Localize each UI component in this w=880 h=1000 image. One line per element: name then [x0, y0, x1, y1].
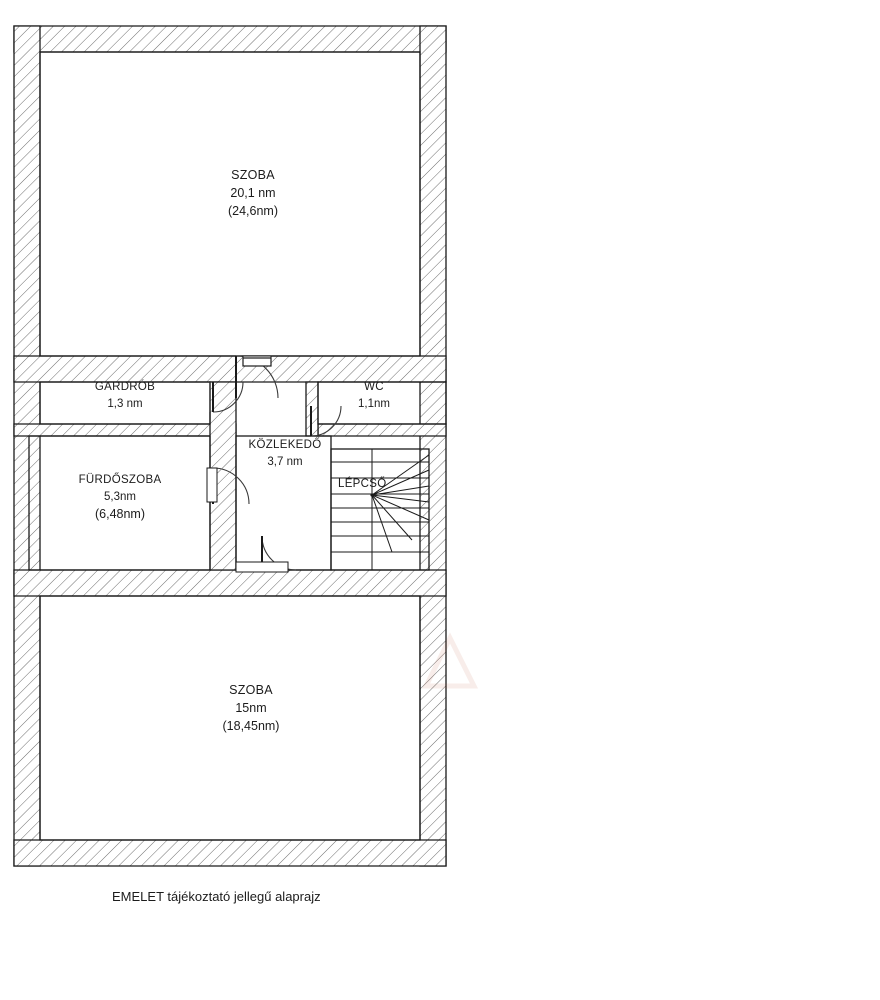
room-area-secondary: (18,45nm)	[222, 719, 280, 734]
room-area-secondary: (6,48nm)	[94, 507, 146, 522]
room-area: 1,1nm	[358, 397, 390, 410]
room-area: 5,3nm	[104, 490, 136, 503]
room-name: GARDRÓB	[94, 381, 156, 393]
plan-caption: EMELET tájékoztató jellegű alaprajz	[112, 889, 321, 904]
room-name: WC	[364, 381, 384, 393]
room-area: 1,3 nm	[107, 397, 143, 410]
room-area: 15nm	[235, 701, 267, 716]
room-area-secondary: (24,6nm)	[227, 204, 279, 219]
room-name: KÖZLEKEDŐ	[248, 439, 322, 451]
wall-openings	[243, 358, 271, 366]
room-name: SZOBA	[229, 683, 273, 697]
room-area: 3,7 nm	[267, 455, 303, 468]
room-name: SZOBA	[231, 168, 275, 182]
room-name: FÜRDŐSZOBA	[78, 474, 162, 486]
room-name: LÉPCSŐ	[338, 478, 387, 490]
room-area: 20,1 nm	[230, 186, 276, 201]
